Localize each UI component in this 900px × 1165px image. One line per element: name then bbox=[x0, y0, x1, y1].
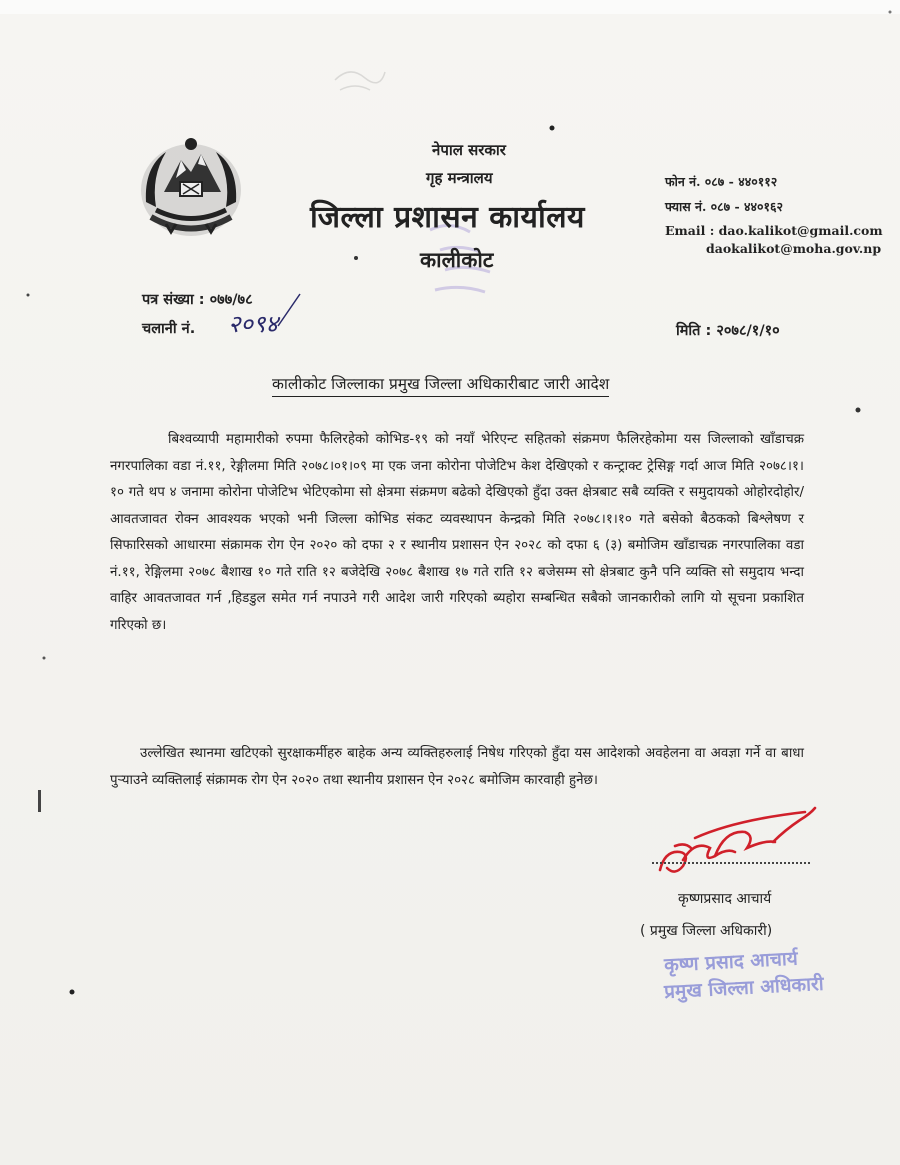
fax-number: फ्यास नं. ०८७ - ४४०१६२ bbox=[665, 199, 784, 214]
body-paragraph-2-text: उल्लेखित स्थानमा खटिएको सुरक्षाकर्मीहरु बाहेक अन्य व्यक्तिहरुलाई निषेध गरिएको हुँदा यस आदेशको अवहेलना वा अवज्ञा गर्ने वा बाधा पुऱ्याउने व्यक्तिलाई संक्रामक रोग ऐन २०२० तथा स्थानीय प्रशासन ऐन २०२८ बमोजिम कारवाही हुनेछ। bbox=[110, 746, 804, 788]
subject-heading: कालीकोट जिल्लाका प्रमुख जिल्ला अधिकारीबाट जारी आदेश bbox=[272, 372, 609, 397]
signer-name: कृष्णप्रसाद आचार्य bbox=[678, 891, 772, 907]
phone-number: फोन नं. ०८७ - ४४०११२ bbox=[665, 174, 778, 189]
page-top-edge bbox=[0, 0, 900, 14]
email-address-secondary: daokalikot@moha.gov.np bbox=[706, 241, 882, 256]
official-stamp-name: कृष्ण प्रसाद आचार्य bbox=[663, 947, 799, 977]
body-paragraph-2 bbox=[110, 741, 804, 794]
signer-title: ( प्रमुख जिल्ला अधिकारी) bbox=[640, 923, 773, 939]
email-address: Email : dao.kalikot@gmail.com bbox=[665, 223, 883, 238]
office-name: जिल्ला प्रशासन कार्यालय bbox=[310, 200, 585, 235]
body-paragraph-1 bbox=[110, 427, 804, 639]
handwritten-signature bbox=[655, 790, 820, 880]
letter-number: पत्र संख्या : ०७७/७८ bbox=[142, 292, 253, 308]
nepal-emblem-icon bbox=[136, 132, 246, 242]
dispatch-number-handwritten: २०९४ bbox=[228, 310, 278, 338]
handwritten-slash bbox=[270, 290, 310, 330]
letter-date: मिति : २०७८/१/१० bbox=[676, 323, 780, 339]
paper-smudge bbox=[330, 60, 390, 100]
body-paragraph-1-text: बिश्वव्यापी महामारीको रुपमा फैलिरहेको कोभिड-१९ को नयाँ भेरिएन्ट सहितको संक्रमण फैलिरहेकोमा यस जिल्लाको खाँडाचक्र नगरपालिका वडा नं.११, रेङ्गीलमा मिति २०७८।०१।०९ मा एक जना कोरोना पोजेटिभ केश देखिएको र कन्ट्राक्ट ट्रेसिङ्ग गर्दा आज मिति २०७८।१।१० गते थप ४ जनामा कोरोना पोजेटिभ भेटिएकोमा सो क्षेत्रमा संक्रमण बढेको देखिएको हुँदा उक्त क्षेत्रबाट सबै व्यक्ति र समुदायको ओहोरदोहोर/आवतजावत रोक्न आवश्यक भएको भनी जिल्ला कोभिड संकट व्यवस्थापन केन्द्रको मिति २०७८।१।१० गते बसेको बैठकको बिश्लेषण र सिफारिसको आधारमा संक्रामक रोग ऐन २०२० को दफा २ र स्थानीय प्रशासन ऐन २०२८ को दफा ६ (३) बमोजिम खाँडाचक्र नगरपालिका वडा नं.११, रेङ्गिलमा २०७८ बैशाख १० गते राति १२ बजेदेखि २०७८ बैशाख १७ गते राति १२ बजेसम्म सो क्षेत्रबाट कुनै पनि व्यक्ति सो समुदाय भन्दा वाहिर आवतजावत गर्न ,हिडडुल समेत गर्न नपाउने गरी आदेश जारी गरिएको ब्यहोरा सम्बन्धित सबैको जानकारीको लागि यो सूचना प्रकाशित गरिएको छ। bbox=[110, 432, 804, 633]
official-stamp-title: प्रमुख जिल्ला अधिकारी bbox=[663, 972, 825, 1004]
ministry-name: गृह मन्त्रालय bbox=[426, 169, 493, 187]
signature-dotted-line bbox=[652, 862, 810, 864]
dispatch-label: चलानी नं. bbox=[142, 321, 196, 337]
government-name: नेपाल सरकार bbox=[432, 141, 506, 159]
district-name: कालीकोट bbox=[420, 248, 494, 272]
